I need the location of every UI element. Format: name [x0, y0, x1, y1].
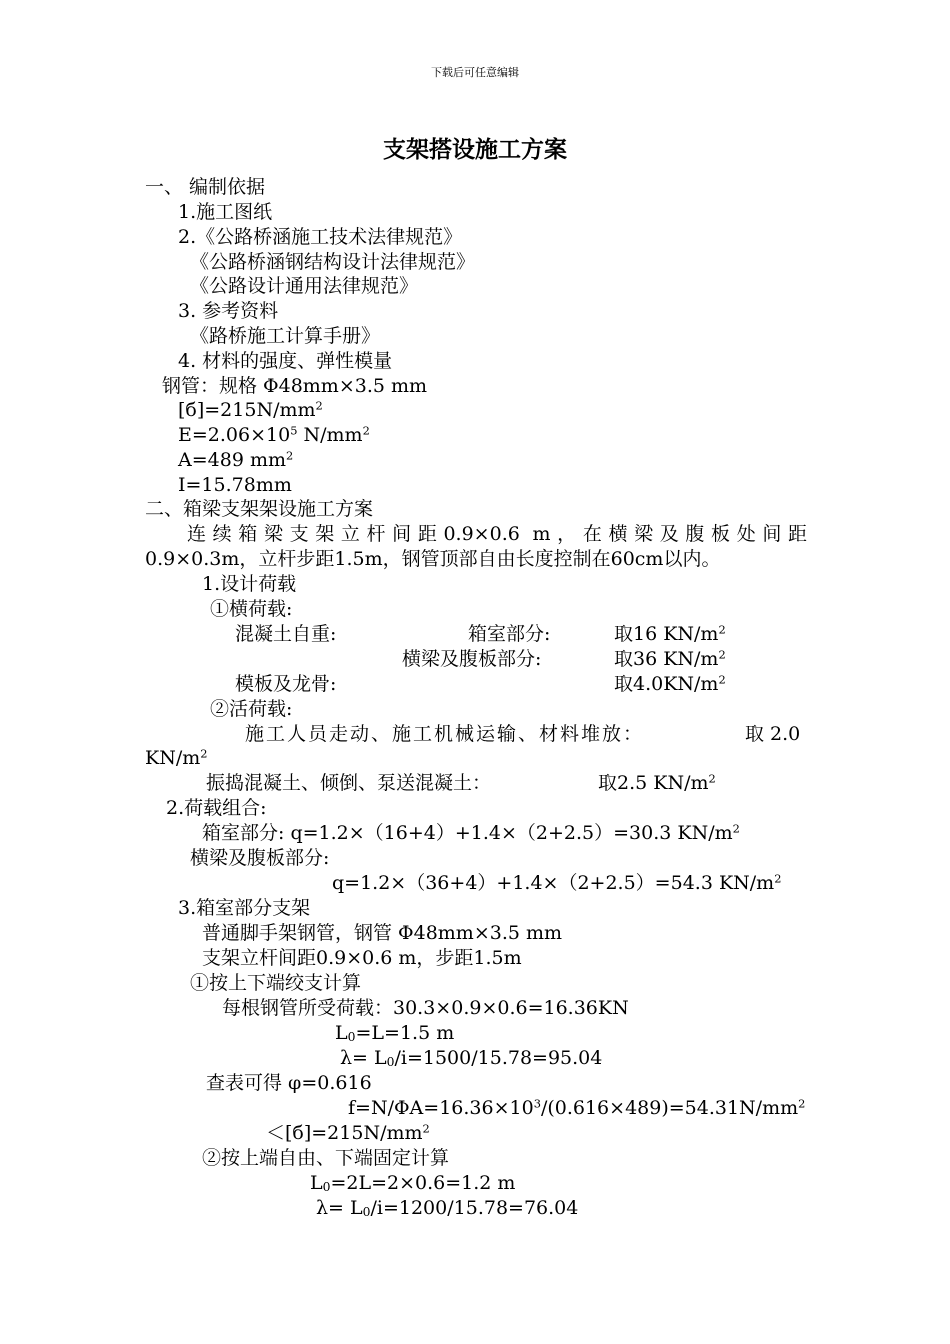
steel-area: A=489 $mm^2$ — [178, 448, 294, 471]
case1-slenderness: $\lambda= L_0/i=1500/15.78=95.04$ — [340, 1047, 603, 1069]
live-load-description: 施工人员走动、施工机械运输、材料堆放： — [245, 723, 645, 745]
beam-web-part-value: 取36 $KN/m^2$ — [614, 647, 726, 670]
case2-slenderness: $\lambda= L_0/i=1200/15.78=76.04$ — [316, 1197, 579, 1219]
ref-item-2: 2.《公路桥涵施工技术法律规范》 — [178, 226, 463, 248]
ref-item-5: 3. 参考资料 — [178, 300, 279, 322]
formwork-value: 取$4.0KN/m^2$ — [614, 672, 726, 695]
document-title: 支架搭设施工方案 — [383, 136, 567, 163]
lookup-coefficient: 查表可得 φ=0.616 — [206, 1072, 372, 1094]
case1-effective-length: $L_0=L=1.5$ m — [335, 1022, 455, 1044]
box-combination-formula: 箱室部分: q=1.2×（16+4）+1.4×（2+2.5）=30.3 $KN/m^2$ — [202, 821, 740, 844]
page-header-note: 下载后可任意编辑 — [431, 66, 519, 79]
live-load-heading: ②活荷载: — [210, 698, 293, 720]
section1-heading: 一、 编制依据 — [145, 176, 266, 198]
dead-load-heading: ①横荷载: — [210, 598, 293, 620]
beam-combination-label: 横梁及腹板部分: — [190, 847, 330, 869]
design-load-heading: 1.设计荷载 — [202, 573, 297, 595]
live-load-value: 取 2.0 — [745, 723, 801, 745]
steel-inertia: I=15.78mm — [178, 474, 292, 496]
ref-item-1: 1.施工图纸 — [178, 201, 273, 223]
section2-heading: 二、箱梁支架架设施工方案 — [145, 498, 374, 520]
load-per-pipe: 每根钢管所受荷载：30.3×0.9×0.6=16.36KN — [222, 997, 629, 1019]
box-support-heading: 3.箱室部分支架 — [178, 897, 311, 919]
case2-heading: ②按上端自由、下端固定计算 — [202, 1147, 450, 1169]
case2-effective-length: $L_0=2L=2\times 0.6=1.2$ m — [310, 1172, 516, 1194]
allowable-comparison: $<[б]=215N/mm^2$ — [266, 1121, 430, 1144]
beam-web-part-label: 横梁及腹板部分: — [402, 648, 542, 670]
load-combination-heading: 2.荷载组合: — [166, 797, 267, 819]
box-part-label: 箱室部分: — [468, 623, 551, 645]
section2-intro-line2: 0.9×0.3m，立杆步距1.5m，钢管顶部自由长度控制在60cm以内。 — [145, 548, 721, 570]
section2-intro-line1: 连续箱梁支架立杆间距0.9×0.6 m，在横梁及腹板处间距 — [187, 523, 807, 545]
box-part-value: 取16 $KN/m^2$ — [614, 622, 726, 645]
case1-heading: ①按上下端绞支计算 — [190, 972, 362, 994]
ref-item-3: 《公路桥涵钢结构设计法律规范》 — [190, 251, 476, 273]
formwork-label: 模板及龙骨: — [235, 673, 337, 695]
steel-modulus: $E=2.06\times 10^5$ $N/mm^2$ — [178, 423, 370, 446]
ref-item-6: 《路桥施工计算手册》 — [190, 325, 381, 347]
concrete-self-weight-label: 混凝土自重: — [235, 623, 337, 645]
ref-item-7: 4. 材料的强度、弹性模量 — [178, 350, 393, 372]
case1-stress: $f=N/\Phi A=16.36\times 10^3/(0.616\times 489)=54.31N/mm^2$ — [348, 1096, 806, 1119]
vibration-load-value: 取2.5 $KN/m^2$ — [598, 771, 716, 794]
scaffold-spec: 普通脚手架钢管，钢管 Φ48mm×3.5 mm — [202, 922, 563, 944]
vibration-load-label: 振捣混凝土、倾倒、泵送混凝土： — [206, 772, 492, 794]
beam-combination-formula: q=1.2×（36+4）+1.4×（2+2.5）=54.3 $KN/m^2$ — [332, 871, 782, 894]
steel-allowable-stress: $[б]=215N/mm^2$ — [178, 398, 323, 421]
live-load-unit: $KN/m^2$ — [145, 746, 208, 769]
ref-item-4: 《公路设计通用法律规范》 — [190, 275, 419, 297]
steel-spec: 钢管：规格 Φ48mm×3.5 mm — [162, 375, 428, 397]
support-spacing: 支架立杆间距0.9×0.6 m，步距1.5m — [202, 947, 522, 969]
